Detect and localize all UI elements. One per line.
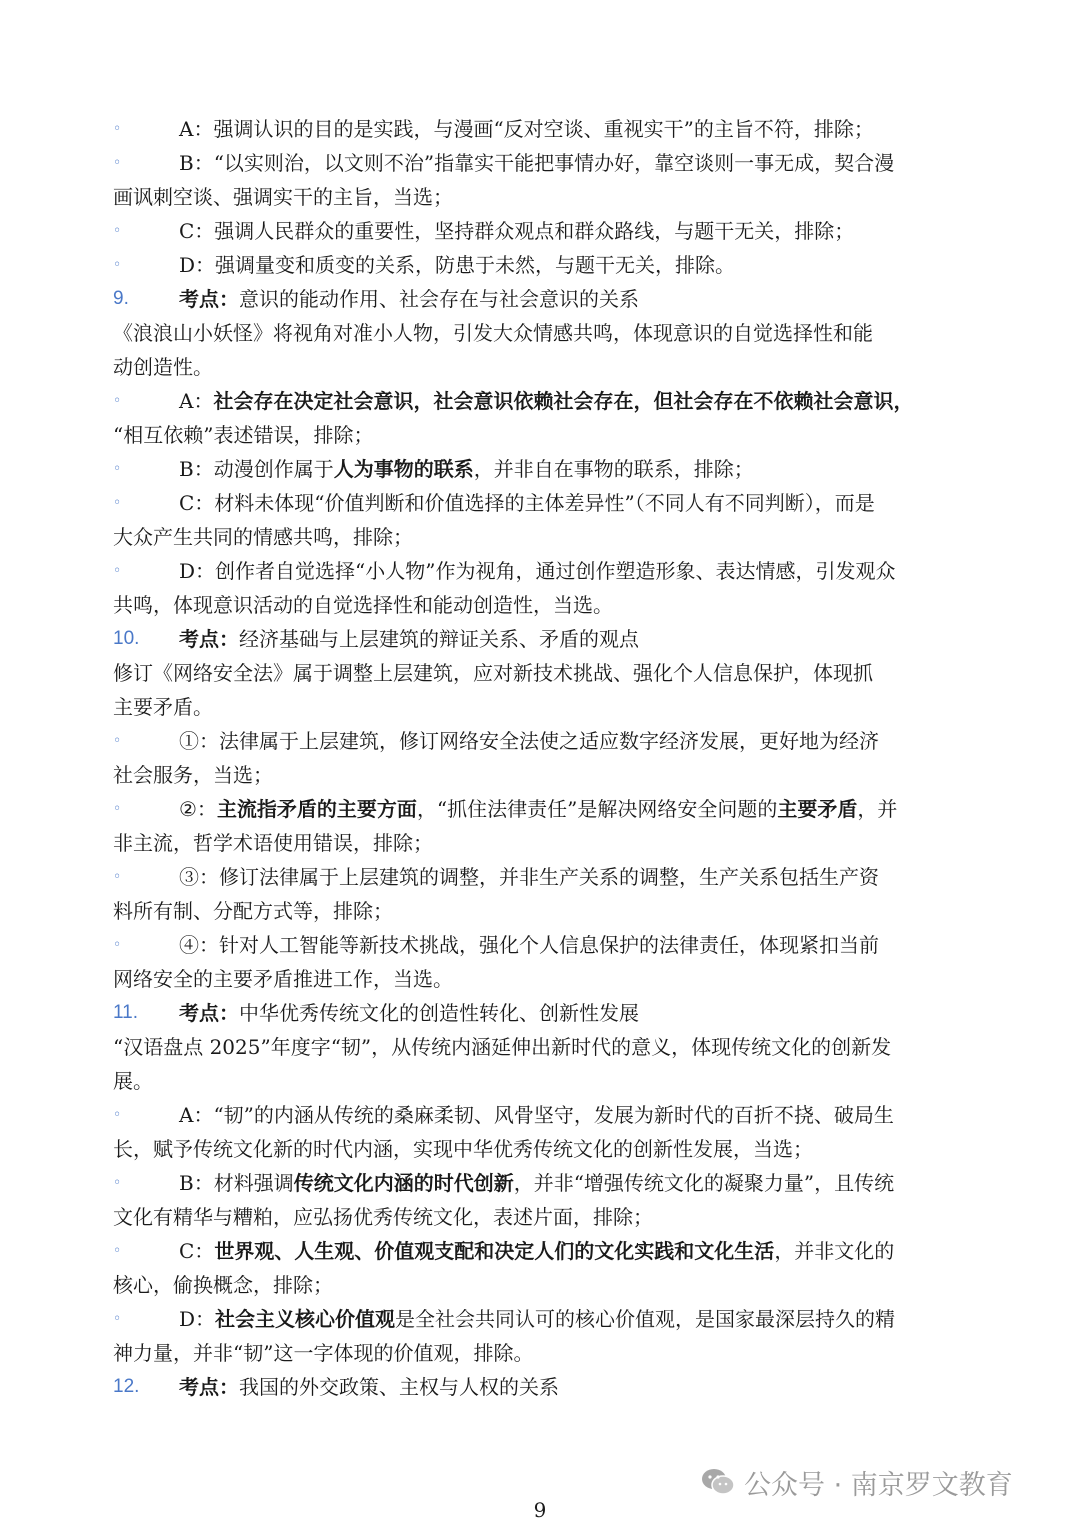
bullet-icon: ◦ — [113, 461, 122, 477]
watermark — [700, 1462, 1013, 1502]
bullet-icon: ◦ — [113, 1175, 122, 1191]
analysis-line: 主要矛盾。 — [113, 695, 213, 719]
topic-text: 我国的外交政策、主权与人权的关系 — [239, 1375, 559, 1399]
topic-text: 经济基础与上层建筑的辩证关系、矛盾的观点 — [239, 627, 639, 651]
option-c-line — [179, 1234, 1039, 1268]
bullet-icon: ◦ — [113, 1311, 122, 1327]
topic-text: 意识的能动作用、社会存在与社会意识的关系 — [239, 287, 639, 311]
question-topic — [179, 1370, 1039, 1404]
option-text: A： — [179, 389, 214, 413]
question-number: 10. — [113, 628, 140, 649]
bullet-icon: ◦ — [113, 563, 122, 579]
option-d-line: D：创作者自觉选择“小人物”作为视角，通过创作塑造形象、表达情感，引发观众 — [179, 559, 896, 583]
topic-label: 考点： — [179, 1375, 239, 1399]
option-text: ，并 — [857, 797, 898, 821]
bold-text: 主流指矛盾的主要方面 — [216, 797, 417, 821]
question-topic — [179, 282, 1039, 316]
option-a-continuation: “相互依赖”表述错误，排除； — [113, 423, 374, 447]
option-text: ，并非自在事物的联系，排除； — [473, 457, 754, 481]
option-text: B：动漫创作属于 — [179, 457, 334, 481]
bullet-icon: ◦ — [113, 937, 122, 953]
option-text: ，并非文化的 — [774, 1239, 895, 1263]
option-b-line — [179, 452, 1039, 486]
question-number: 11. — [113, 1002, 139, 1023]
question-number: 12. — [113, 1376, 140, 1397]
option-3-line: ③：修订法律属于上层建筑的调整，并非生产关系的调整，生产关系包括生产资 — [179, 865, 879, 889]
bullet-icon: ◦ — [113, 733, 122, 749]
topic-label: 考点： — [179, 287, 239, 311]
option-text: 是全社会共同认可的核心价值观，是国家最深层持久的精 — [395, 1307, 896, 1331]
option-c-continuation: 核心，偷换概念，排除； — [113, 1273, 333, 1297]
option-a-line: A：强调认识的目的是实践，与漫画“反对空谈、重视实干”的主旨不符，排除； — [179, 117, 874, 141]
option-1-line: ①：法律属于上层建筑，修订网络安全法使之适应数字经济发展，更好地为经济 — [179, 729, 879, 753]
bullet-icon: ◦ — [113, 801, 122, 817]
option-d-line: D：强调量变和质变的关系，防患于未然，与题干无关，排除。 — [179, 253, 736, 277]
option-2-continuation: 非主流，哲学术语使用错误，排除； — [113, 831, 433, 855]
option-text: ，“抓住法律责任”是解决网络安全问题的 — [416, 797, 778, 821]
analysis-line: 展。 — [113, 1069, 153, 1093]
option-c-line: C：材料未体现“价值判断和价值选择的主体差异性”（不同人有不同判断），而是 — [179, 491, 875, 515]
watermark-text: 公众号 · 南京罗文教育 — [744, 1469, 1013, 1501]
option-a-continuation: 长，赋予传统文化新的时代内涵，实现中华优秀传统文化的创新性发展，当选； — [113, 1137, 813, 1161]
bold-text: 社会存在决定社会意识，社会意识依赖社会存在，但社会存在不依赖社会意识， — [213, 389, 914, 413]
option-b-continuation: 文化有精华与糟粕，应弘扬优秀传统文化，表述片面，排除； — [113, 1205, 653, 1229]
option-a-line — [179, 384, 1039, 418]
page-number: 9 — [533, 1498, 547, 1522]
bullet-icon: ◦ — [113, 257, 122, 273]
option-b-continuation: 画讽刺空谈、强调实干的主旨，当选； — [113, 185, 453, 209]
option-text: B：材料强调 — [179, 1171, 294, 1195]
option-c-line: C：强调人民群众的重要性，坚持群众观点和群众路线，与题干无关，排除； — [179, 219, 855, 243]
option-b-line — [179, 1166, 1039, 1200]
bold-text: 人为事物的联系 — [333, 457, 474, 481]
topic-text: 中华优秀传统文化的创造性转化、创新性发展 — [239, 1001, 639, 1025]
bullet-icon: ◦ — [113, 1107, 122, 1123]
option-text: D： — [179, 1307, 216, 1331]
option-d-continuation: 神力量，并非“韧”这一字体现的价值观，排除。 — [113, 1341, 534, 1365]
analysis-line: “汉语盘点 2025”年度字“韧”，从传统内涵延伸出新时代的意义，体现传统文化的创新发 — [113, 1035, 892, 1059]
option-1-continuation: 社会服务，当选； — [113, 763, 273, 787]
option-4-continuation: 网络安全的主要矛盾推进工作，当选。 — [113, 967, 453, 991]
option-3-continuation: 料所有制、分配方式等，排除； — [113, 899, 393, 923]
bullet-icon: ◦ — [113, 1243, 122, 1259]
bullet-icon: ◦ — [113, 869, 122, 885]
bullet-icon: ◦ — [113, 393, 122, 409]
bold-text: 社会主义核心价值观 — [215, 1307, 396, 1331]
topic-label: 考点： — [179, 1001, 239, 1025]
option-b-line: B：“以实则治，以文则不治”指靠实干能把事情办好，靠空谈则一事无成，契合漫 — [179, 151, 895, 175]
bold-text: 主要矛盾 — [777, 797, 858, 821]
question-number: 9. — [113, 288, 129, 309]
option-4-line: ④：针对人工智能等新技术挑战，强化个人信息保护的法律责任，体现紧扣当前 — [179, 933, 879, 957]
option-2-line — [179, 792, 1039, 826]
option-d-line — [179, 1302, 1039, 1336]
bold-text: 传统文化内涵的时代创新 — [293, 1171, 514, 1195]
topic-label: 考点： — [179, 627, 239, 651]
option-text: C： — [179, 1239, 215, 1263]
bullet-icon: ◦ — [113, 155, 122, 171]
option-text: ，并非“增强传统文化的凝聚力量”，且传统 — [513, 1171, 895, 1195]
question-topic — [179, 996, 1039, 1030]
analysis-line: 《浪浪山小妖怪》将视角对准小人物，引发大众情感共鸣，体现意识的自觉选择性和能 — [113, 321, 873, 345]
bold-text: 世界观、人生观、价值观支配和决定人们的文化实践和文化生活 — [214, 1239, 775, 1263]
wechat-icon — [700, 1467, 736, 1497]
question-topic — [179, 622, 1039, 656]
option-a-line: A：“韧”的内涵从传统的桑麻柔韧、风骨坚守，发展为新时代的百折不挠、破局生 — [179, 1103, 894, 1127]
option-d-continuation: 共鸣，体现意识活动的自觉选择性和能动创造性，当选。 — [113, 593, 613, 617]
bullet-icon: ◦ — [113, 121, 122, 137]
bullet-icon: ◦ — [113, 223, 122, 239]
bullet-icon: ◦ — [113, 495, 122, 511]
option-c-continuation: 大众产生共同的情感共鸣，排除； — [113, 525, 413, 549]
analysis-line: 修订《网络安全法》属于调整上层建筑，应对新技术挑战、强化个人信息保护，体现抓 — [113, 661, 873, 685]
analysis-line: 动创造性。 — [113, 355, 213, 379]
option-text: ②： — [179, 797, 217, 821]
